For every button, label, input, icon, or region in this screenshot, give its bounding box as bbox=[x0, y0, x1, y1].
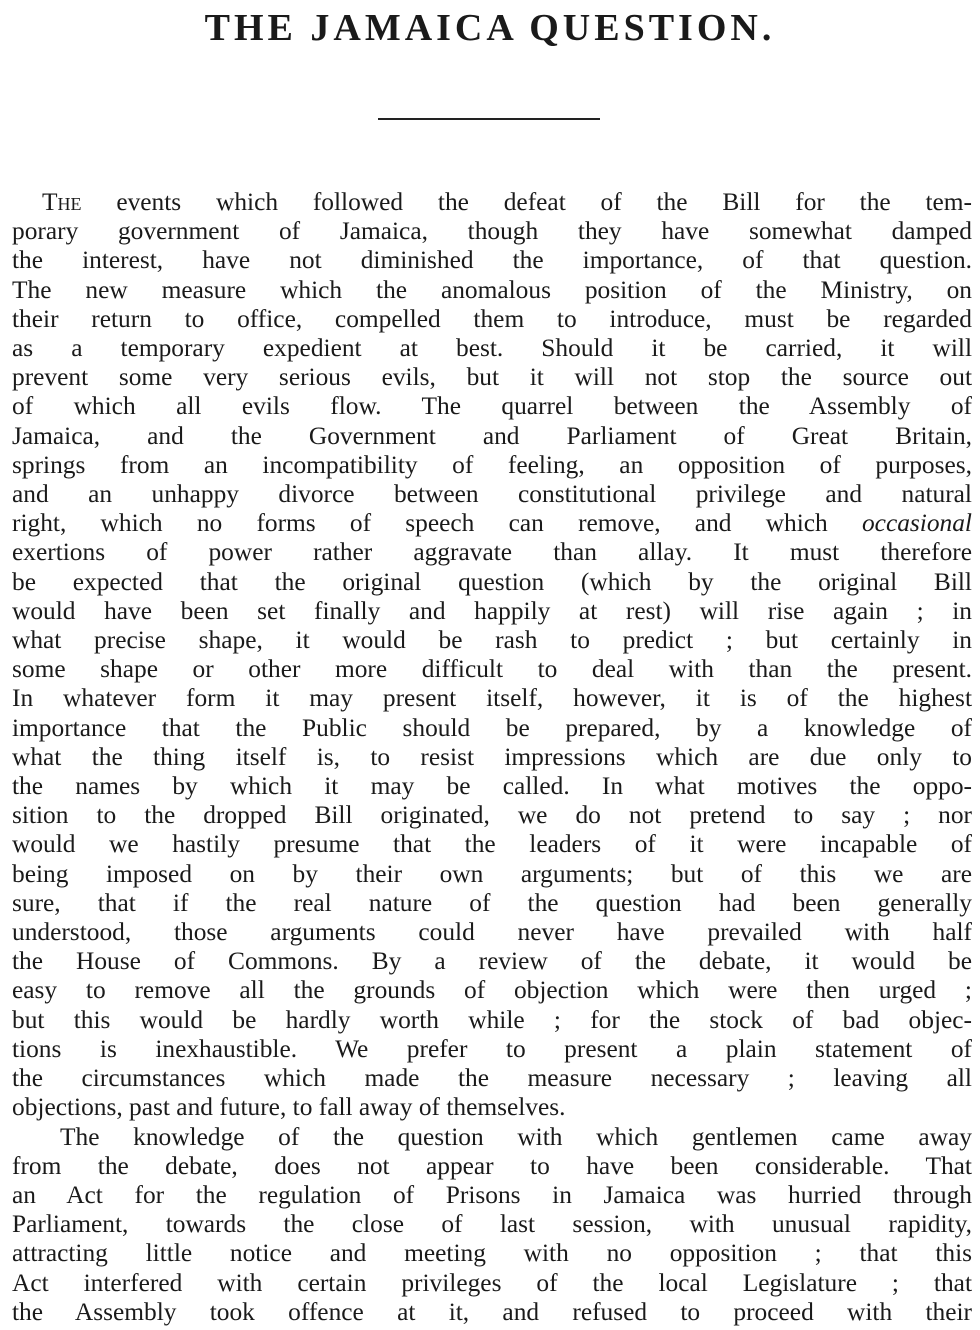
paragraph-1 bbox=[12, 188, 972, 1123]
text-line: The new measure which the anomalous position of the Ministry, on bbox=[12, 275, 972, 304]
text-line: the Assembly took offence at it, and refused to proceed with their bbox=[12, 1297, 972, 1326]
text-line: importance that the Public should be prepared, by a knowledge of bbox=[12, 713, 972, 742]
text-line: and an unhappy divorce between constitutional privilege and natural bbox=[12, 480, 972, 509]
page-title: THE JAMAICA QUESTION. bbox=[204, 7, 776, 49]
text-line: right, which no forms of speech can remove, and which occasional bbox=[12, 509, 972, 538]
text-line: as a temporary expedient at best. Should it be carried, it will bbox=[12, 334, 972, 363]
text-line: the interest, have not diminished the importance, of that question. bbox=[12, 246, 972, 275]
text-line: the House of Commons. By a review of the debate, it would be bbox=[12, 947, 972, 976]
text-line: would have been set finally and happily at rest) will rise again ; in bbox=[12, 596, 972, 625]
text-line: porary government of Jamaica, though they have somewhat damped bbox=[12, 217, 972, 246]
text-line: Act interfered with certain privileges of the local Legislature ; that bbox=[12, 1268, 972, 1297]
text-line: their return to office, compelled them to introduce, must be regarded bbox=[12, 304, 972, 333]
text-line: be expected that the original question (which by the original Bill bbox=[12, 567, 972, 596]
text-line: exertions of power rather aggravate than allay. It must therefore bbox=[12, 538, 972, 567]
text-line: prevent some very serious evils, but it will not stop the source out bbox=[12, 363, 972, 392]
italic-word: occasional bbox=[861, 509, 972, 538]
text-line: the circumstances which made the measure necessary ; leaving all bbox=[12, 1064, 972, 1093]
text-line: some shape or other more difficult to deal with than the present. bbox=[12, 655, 972, 684]
text-line: an Act for the regulation of Prisons in Jamaica was hurried through bbox=[12, 1180, 972, 1209]
text-line: sure, that if the real nature of the question had been generally bbox=[12, 888, 972, 917]
text-line: understood, those arguments could never have prevailed with half bbox=[12, 918, 972, 947]
text-line: sition to the dropped Bill originated, we do not pretend to say ; nor bbox=[12, 801, 972, 830]
text-line: from the debate, does not appear to have been considerable. That bbox=[12, 1151, 972, 1180]
text-line: The knowledge of the question with which gentlemen came away bbox=[60, 1122, 972, 1151]
text-line: springs from an incompatibility of feeling, an opposition of purposes, bbox=[12, 450, 972, 479]
text-line: what precise shape, it would be rash to predict ; but certainly in bbox=[12, 626, 972, 655]
lead-smallcaps: The bbox=[42, 188, 82, 216]
text-line: tions is inexhaustible. We prefer to present a plain statement of bbox=[12, 1034, 972, 1063]
text-line: being imposed on by their own arguments; but of this we are bbox=[12, 859, 972, 888]
text-line: attracting little notice and meeting with no opposition ; that this bbox=[12, 1239, 972, 1268]
text-line: easy to remove all the grounds of objection which were then urged ; bbox=[12, 976, 972, 1005]
text-line: of which all evils flow. The quarrel between the Assembly of bbox=[12, 392, 972, 421]
article-body bbox=[12, 188, 972, 1327]
text-line: the names by which it may be called. In what motives the oppo- bbox=[12, 772, 972, 801]
text-line: The events which followed the defeat of the Bill for the tem- bbox=[42, 188, 972, 216]
text-line: what the thing itself is, to resist impressions which are due only to bbox=[12, 742, 972, 771]
text-line: would we hastily presume that the leaders of it were incapable of bbox=[12, 830, 972, 859]
text-line: Parliament, towards the close of last session, with unusual rapidity, bbox=[12, 1210, 972, 1239]
paragraph-2 bbox=[12, 1123, 972, 1327]
text-line: but this would be hardly worth while ; for the stock of bad objec- bbox=[12, 1005, 972, 1034]
text-line: Jamaica, and the Government and Parliament of Great Britain, bbox=[12, 421, 972, 450]
text-line: In whatever form it may present itself, however, it is of the highest bbox=[12, 684, 972, 713]
text-line: objections, past and future, to fall away of themselves. bbox=[12, 1093, 566, 1122]
title-rule bbox=[378, 118, 600, 120]
